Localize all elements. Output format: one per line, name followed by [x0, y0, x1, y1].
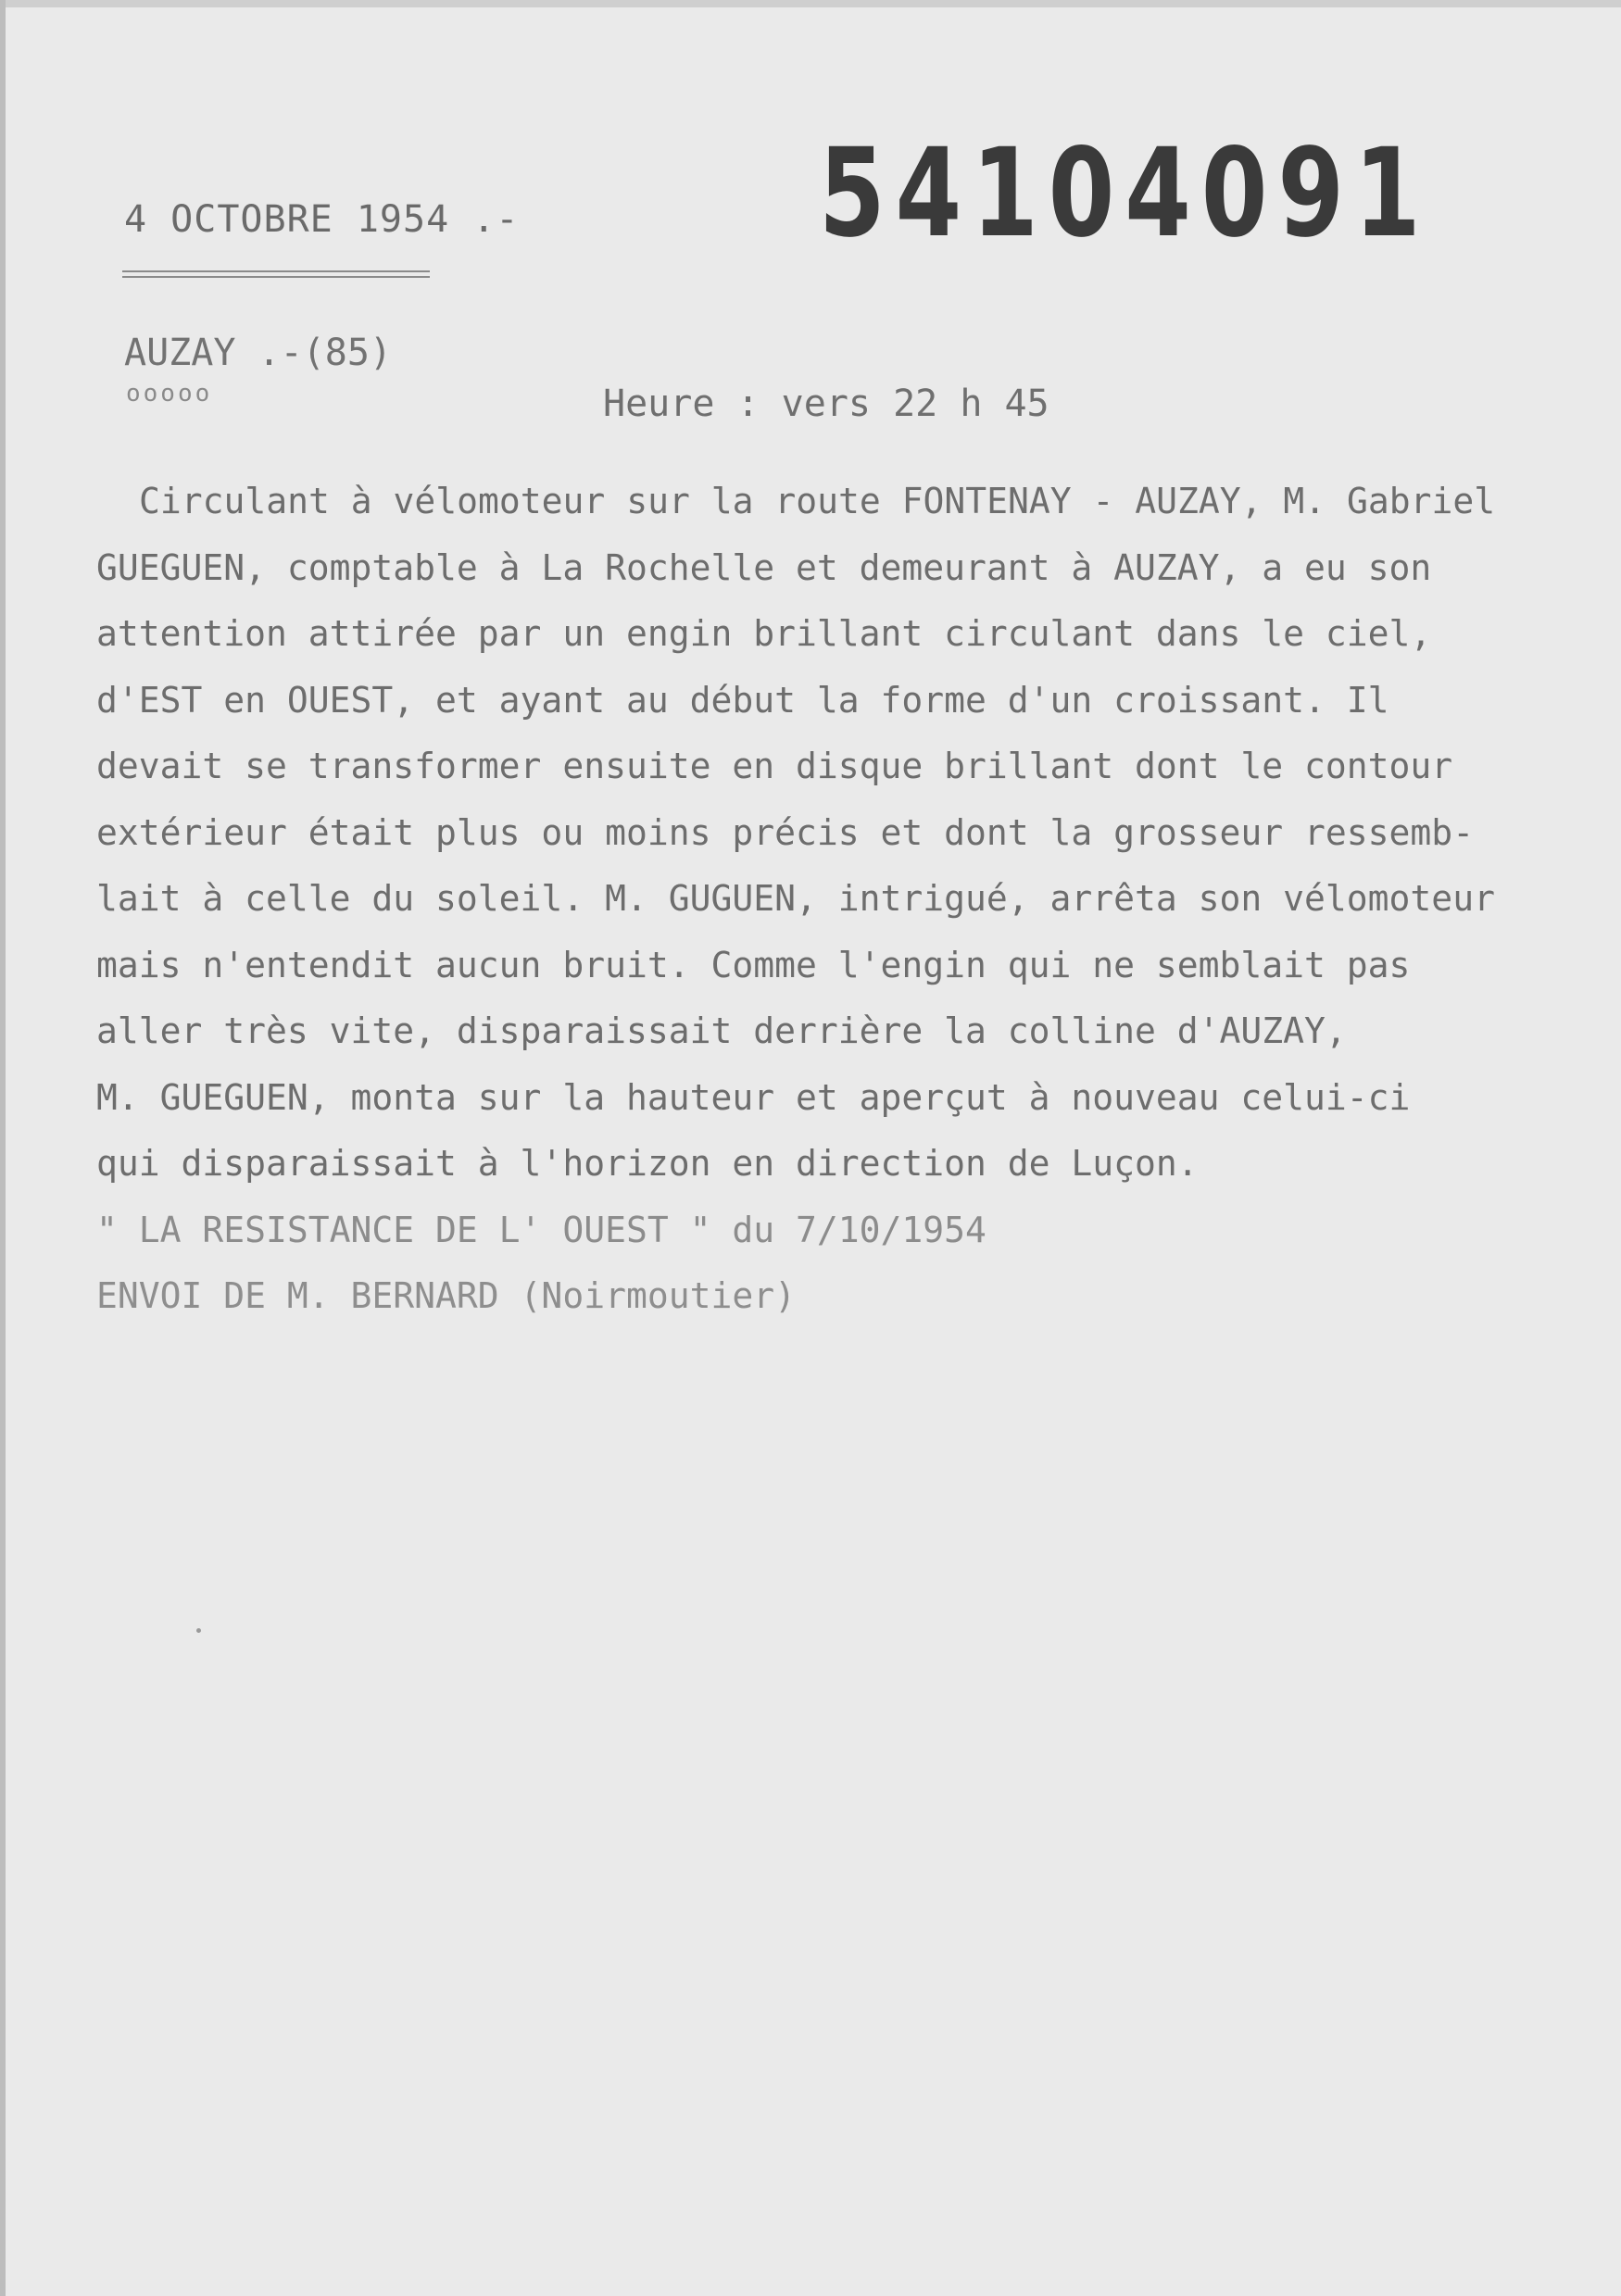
body-line: d'EST en OUEST, et ayant au début la forme d'un croissant. Il — [96, 679, 1389, 721]
body-line: attention attirée par un engin brillant circulant dans le ciel, — [96, 613, 1432, 654]
document-number: 54104091 — [819, 122, 1431, 265]
location-heading: AUZAY .-(85) — [124, 332, 392, 374]
newspaper-source: " LA RESISTANCE DE L' OUEST " du 7/10/1954 — [96, 1209, 986, 1250]
body-line: devait se transformer ensuite en disque brillant dont le contour — [96, 746, 1453, 786]
body-line: lait à celle du soleil. M. GUGUEN, intrigué, arrêta son vélomoteur — [96, 878, 1495, 919]
report-date: 4 OCTOBRE 1954 .- — [124, 198, 520, 241]
body-line: GUEGUEN, comptable à La Rochelle et demeurant à AUZAY, a eu son — [96, 546, 1432, 588]
body-line: qui disparaissait à l'horizon en direction de Luçon. — [96, 1143, 1199, 1184]
event-time: Heure : vers 22 h 45 — [603, 383, 1049, 425]
date-underline — [122, 270, 430, 278]
sender-note: ENVOI DE M. BERNARD (Noirmoutier) — [96, 1275, 796, 1316]
body-line: M. GUEGUEN, monta sur la hauteur et aperçut à nouveau celui-ci — [96, 1076, 1411, 1118]
body-line: mais n'entendit aucun bruit. Comme l'engin qui ne semblait pas — [96, 944, 1411, 985]
paper-speck — [196, 1628, 201, 1633]
body-line: aller très vite, disparaissait derrière la colline d'AUZAY, — [96, 1010, 1347, 1051]
page-top-edge — [6, 0, 1621, 7]
body-line: Circulant à vélomoteur sur la route FONTENAY - AUZAY, M. Gabriel — [139, 481, 1496, 521]
location-ornament: ooooo — [126, 380, 213, 408]
body-line: extérieur était plus ou moins précis et dont la grosseur ressemb- — [96, 811, 1475, 853]
report-body — [96, 469, 1541, 1330]
